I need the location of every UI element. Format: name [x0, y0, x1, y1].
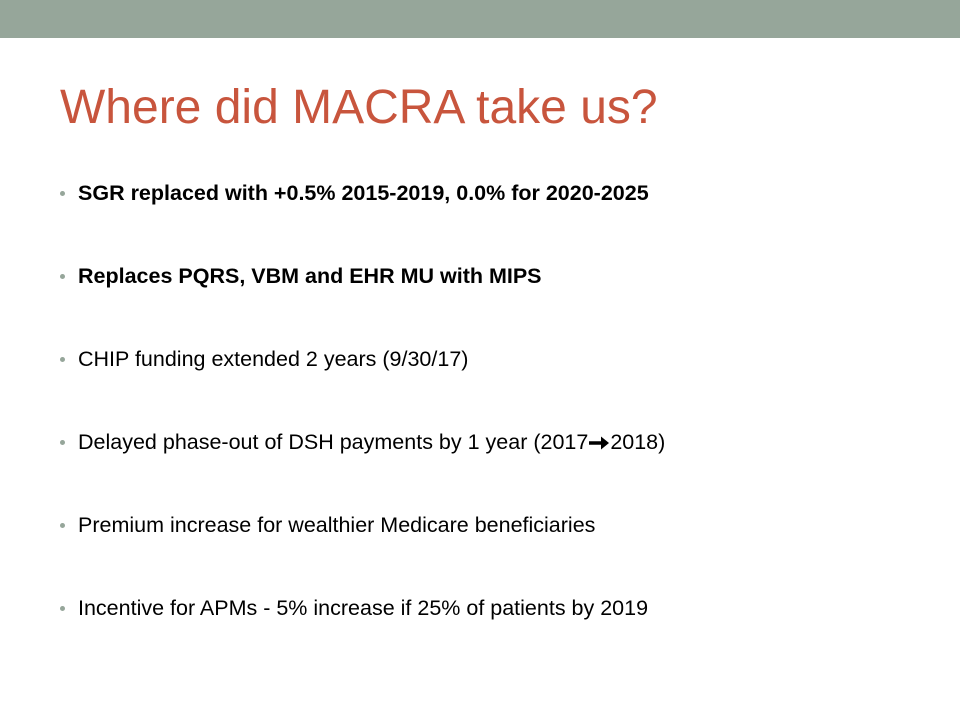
top-accent-bar: [0, 0, 960, 38]
bullet-dot-icon: [60, 274, 65, 279]
bullet-text: Replaces PQRS, VBM and EHR MU with MIPS: [78, 263, 542, 288]
slide-title: Where did MACRA take us?: [60, 81, 658, 134]
bullet-dot-icon: [60, 357, 65, 362]
bullet-text: CHIP funding extended 2 years (9/30/17): [78, 346, 469, 371]
bullet-text: Premium increase for wealthier Medicare beneficiaries: [78, 512, 596, 537]
bullet-dot-icon: [60, 606, 65, 611]
bullet-text: SGR replaced with +0.5% 2015-2019, 0.0% for 2020-2025: [78, 180, 649, 205]
bullet-text-after: 2018): [610, 429, 666, 454]
bullet-item: [60, 589, 665, 627]
bullet-item: [60, 506, 665, 544]
bullet-text-before: Delayed phase-out of DSH payments by 1 year (2017: [78, 429, 589, 454]
right-arrow-icon: [588, 435, 610, 451]
bullet-list: [60, 174, 665, 672]
bullet-text: Incentive for APMs - 5% increase if 25% of patients by 2019: [78, 595, 649, 620]
bullet-item: [60, 423, 665, 461]
bullet-item: [60, 174, 665, 212]
bullet-item: [60, 340, 665, 378]
bullet-dot-icon: [60, 440, 65, 445]
bullet-text: [78, 430, 665, 455]
bullet-dot-icon: [60, 191, 65, 196]
bullet-item: [60, 257, 665, 295]
bullet-dot-icon: [60, 523, 65, 528]
